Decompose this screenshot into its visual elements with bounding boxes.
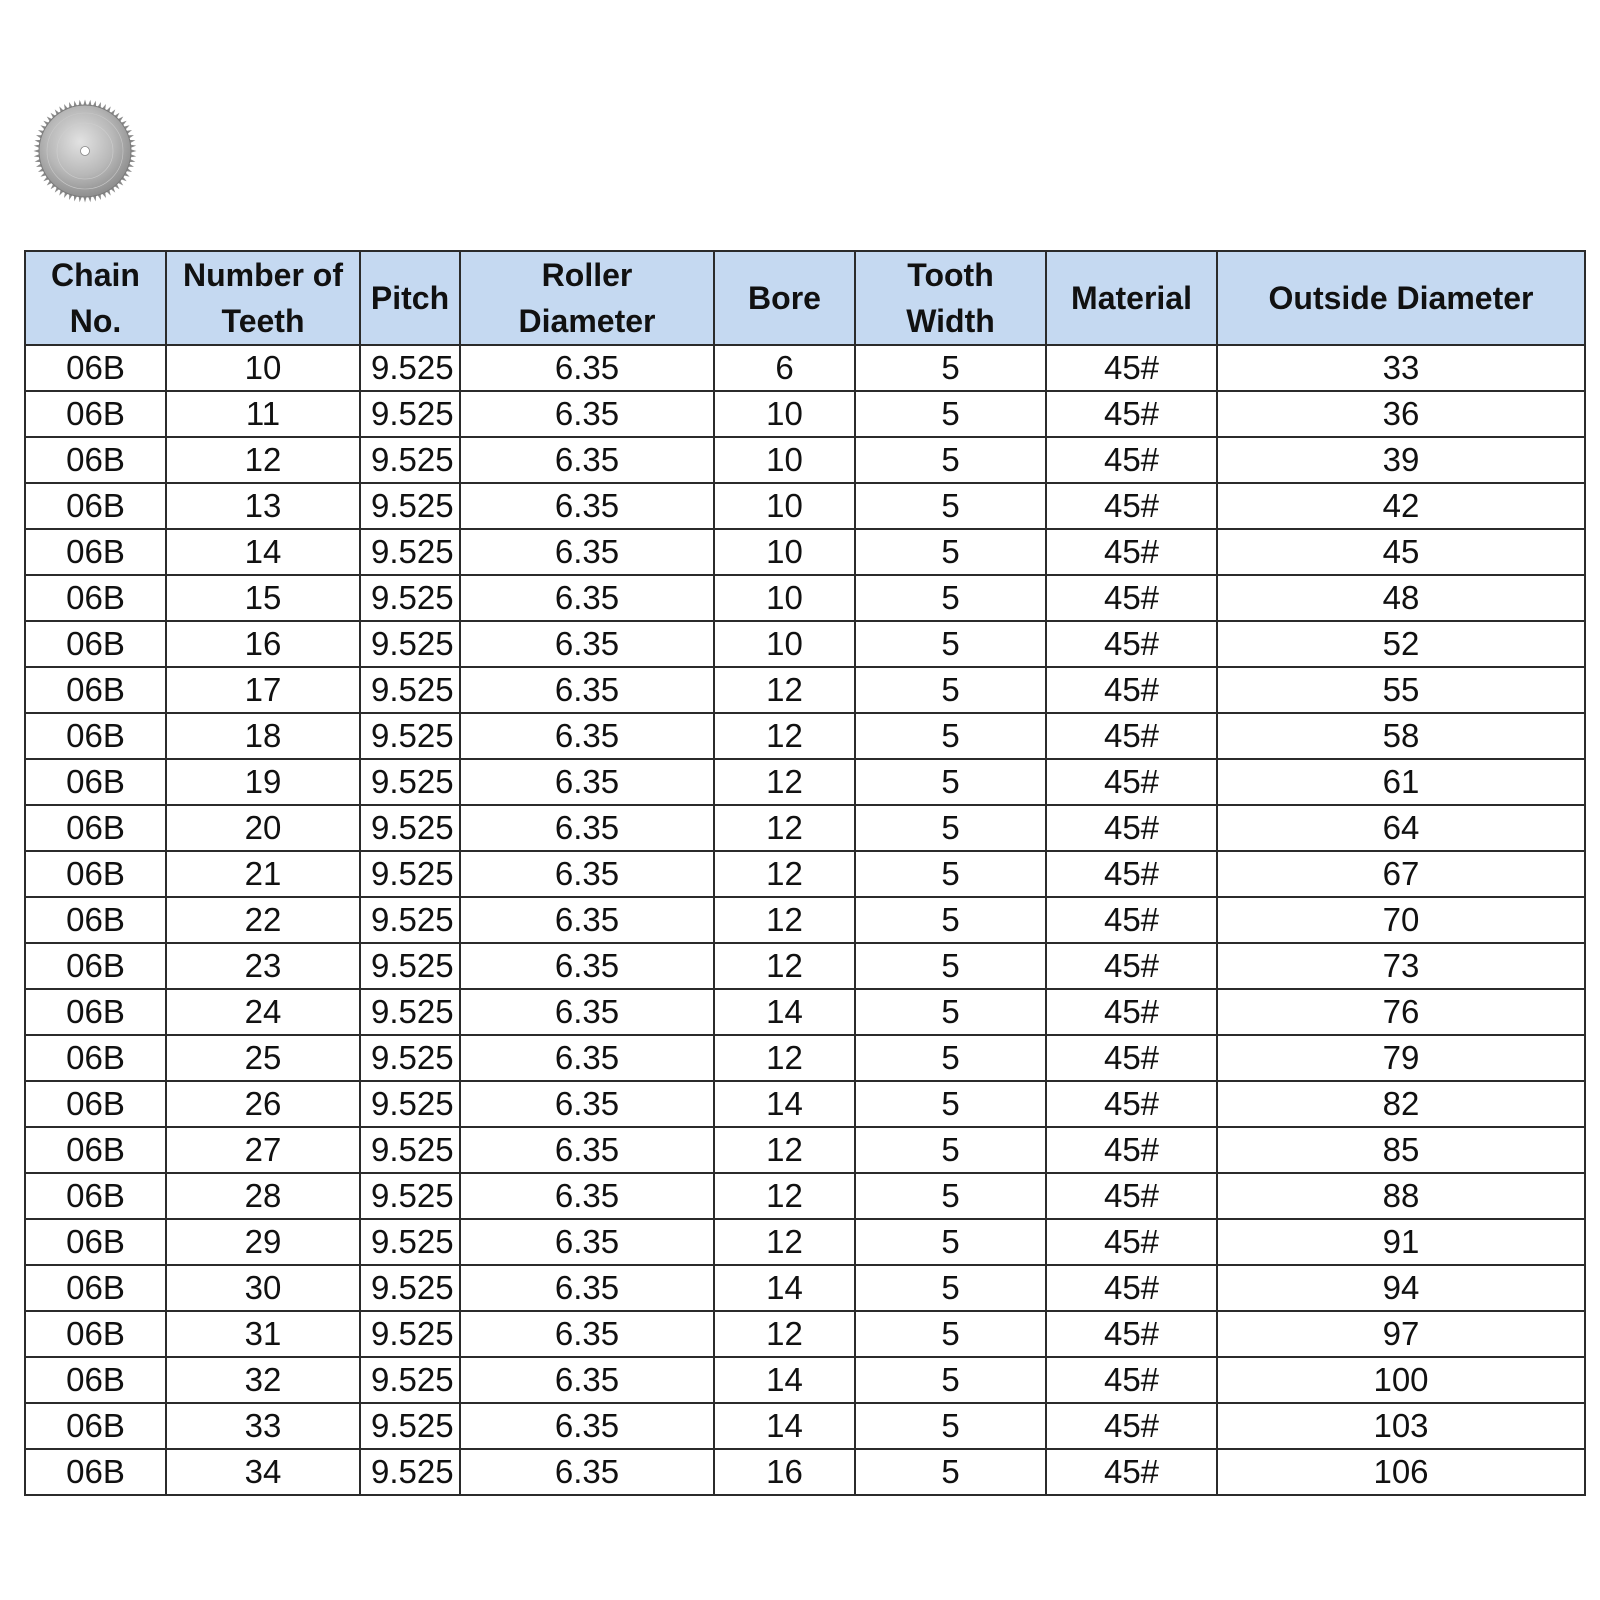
cell-tooth-width: 5 [855,1081,1046,1127]
cell-outside-diameter: 52 [1217,621,1585,667]
cell-outside-diameter: 79 [1217,1035,1585,1081]
cell-roller-diameter: 6.35 [460,1219,714,1265]
cell-chain-no: 06B [25,1265,166,1311]
cell-bore: 10 [714,621,855,667]
cell-teeth: 11 [166,391,360,437]
cell-outside-diameter: 100 [1217,1357,1585,1403]
cell-chain-no: 06B [25,1173,166,1219]
table-row [25,667,1585,713]
cell-chain-no: 06B [25,1403,166,1449]
table-header-row [25,251,1585,345]
table-row [25,1173,1585,1219]
cell-outside-diameter: 39 [1217,437,1585,483]
cell-material: 45# [1046,345,1217,391]
cell-outside-diameter: 67 [1217,851,1585,897]
cell-roller-diameter: 6.35 [460,437,714,483]
cell-teeth: 25 [166,1035,360,1081]
cell-material: 45# [1046,437,1217,483]
cell-teeth: 19 [166,759,360,805]
cell-material: 45# [1046,1219,1217,1265]
cell-bore: 12 [714,1173,855,1219]
cell-chain-no: 06B [25,621,166,667]
cell-pitch: 9.525 [360,345,460,391]
cell-outside-diameter: 97 [1217,1311,1585,1357]
cell-pitch: 9.525 [360,1311,460,1357]
table-row [25,1127,1585,1173]
cell-bore: 12 [714,1035,855,1081]
cell-chain-no: 06B [25,391,166,437]
sprocket-icon [33,99,137,203]
cell-roller-diameter: 6.35 [460,1173,714,1219]
cell-chain-no: 06B [25,713,166,759]
table-row [25,529,1585,575]
cell-tooth-width: 5 [855,943,1046,989]
cell-outside-diameter: 45 [1217,529,1585,575]
table-row [25,1219,1585,1265]
cell-material: 45# [1046,529,1217,575]
cell-teeth: 14 [166,529,360,575]
cell-bore: 14 [714,1357,855,1403]
cell-tooth-width: 5 [855,529,1046,575]
cell-material: 45# [1046,1035,1217,1081]
cell-chain-no: 06B [25,1311,166,1357]
cell-chain-no: 06B [25,759,166,805]
cell-teeth: 26 [166,1081,360,1127]
cell-roller-diameter: 6.35 [460,621,714,667]
cell-chain-no: 06B [25,851,166,897]
cell-material: 45# [1046,1127,1217,1173]
cell-material: 45# [1046,1449,1217,1495]
cell-bore: 12 [714,1311,855,1357]
table-row [25,1265,1585,1311]
table-row [25,437,1585,483]
cell-outside-diameter: 76 [1217,989,1585,1035]
cell-tooth-width: 5 [855,1449,1046,1495]
cell-tooth-width: 5 [855,667,1046,713]
cell-chain-no: 06B [25,1219,166,1265]
cell-material: 45# [1046,483,1217,529]
cell-teeth: 10 [166,345,360,391]
table-row [25,805,1585,851]
cell-material: 45# [1046,1311,1217,1357]
table-row [25,483,1585,529]
cell-roller-diameter: 6.35 [460,1357,714,1403]
cell-teeth: 22 [166,897,360,943]
cell-teeth: 23 [166,943,360,989]
cell-pitch: 9.525 [360,805,460,851]
cell-teeth: 15 [166,575,360,621]
cell-outside-diameter: 103 [1217,1403,1585,1449]
header-outside-diameter: Outside Diameter [1217,251,1585,345]
cell-bore: 14 [714,989,855,1035]
cell-teeth: 33 [166,1403,360,1449]
cell-pitch: 9.525 [360,1265,460,1311]
cell-tooth-width: 5 [855,759,1046,805]
cell-teeth: 16 [166,621,360,667]
cell-pitch: 9.525 [360,1357,460,1403]
cell-pitch: 9.525 [360,391,460,437]
cell-roller-diameter: 6.35 [460,805,714,851]
cell-roller-diameter: 6.35 [460,345,714,391]
cell-roller-diameter: 6.35 [460,575,714,621]
cell-material: 45# [1046,759,1217,805]
cell-chain-no: 06B [25,805,166,851]
cell-pitch: 9.525 [360,943,460,989]
cell-roller-diameter: 6.35 [460,713,714,759]
cell-teeth: 17 [166,667,360,713]
cell-roller-diameter: 6.35 [460,759,714,805]
cell-material: 45# [1046,805,1217,851]
cell-chain-no: 06B [25,943,166,989]
cell-tooth-width: 5 [855,575,1046,621]
cell-tooth-width: 5 [855,483,1046,529]
cell-teeth: 27 [166,1127,360,1173]
cell-outside-diameter: 88 [1217,1173,1585,1219]
cell-roller-diameter: 6.35 [460,897,714,943]
cell-tooth-width: 5 [855,851,1046,897]
cell-pitch: 9.525 [360,1081,460,1127]
cell-chain-no: 06B [25,897,166,943]
cell-bore: 16 [714,1449,855,1495]
table-row [25,621,1585,667]
table-row [25,1035,1585,1081]
cell-outside-diameter: 82 [1217,1081,1585,1127]
cell-tooth-width: 5 [855,391,1046,437]
cell-teeth: 20 [166,805,360,851]
cell-roller-diameter: 6.35 [460,851,714,897]
cell-pitch: 9.525 [360,575,460,621]
cell-material: 45# [1046,667,1217,713]
header-number-of-teeth: Number of Teeth [166,251,360,345]
cell-bore: 12 [714,1127,855,1173]
spec-table [24,250,1586,1496]
cell-tooth-width: 5 [855,1127,1046,1173]
cell-roller-diameter: 6.35 [460,667,714,713]
cell-material: 45# [1046,1265,1217,1311]
cell-teeth: 32 [166,1357,360,1403]
cell-pitch: 9.525 [360,1035,460,1081]
cell-tooth-width: 5 [855,1311,1046,1357]
cell-outside-diameter: 42 [1217,483,1585,529]
cell-tooth-width: 5 [855,1265,1046,1311]
cell-tooth-width: 5 [855,1219,1046,1265]
table-row [25,391,1585,437]
cell-pitch: 9.525 [360,1403,460,1449]
cell-outside-diameter: 61 [1217,759,1585,805]
table-row [25,1403,1585,1449]
cell-outside-diameter: 70 [1217,897,1585,943]
cell-roller-diameter: 6.35 [460,529,714,575]
cell-tooth-width: 5 [855,989,1046,1035]
cell-chain-no: 06B [25,1035,166,1081]
cell-roller-diameter: 6.35 [460,1403,714,1449]
table-row [25,575,1585,621]
cell-tooth-width: 5 [855,345,1046,391]
cell-teeth: 34 [166,1449,360,1495]
cell-outside-diameter: 48 [1217,575,1585,621]
cell-roller-diameter: 6.35 [460,391,714,437]
cell-material: 45# [1046,391,1217,437]
cell-roller-diameter: 6.35 [460,483,714,529]
cell-roller-diameter: 6.35 [460,1449,714,1495]
cell-material: 45# [1046,1357,1217,1403]
cell-teeth: 13 [166,483,360,529]
cell-outside-diameter: 58 [1217,713,1585,759]
cell-teeth: 28 [166,1173,360,1219]
cell-tooth-width: 5 [855,805,1046,851]
cell-chain-no: 06B [25,989,166,1035]
cell-roller-diameter: 6.35 [460,1311,714,1357]
cell-teeth: 18 [166,713,360,759]
cell-bore: 12 [714,851,855,897]
cell-bore: 10 [714,529,855,575]
cell-bore: 12 [714,667,855,713]
cell-material: 45# [1046,989,1217,1035]
cell-roller-diameter: 6.35 [460,1081,714,1127]
cell-pitch: 9.525 [360,989,460,1035]
table-row [25,897,1585,943]
cell-bore: 12 [714,943,855,989]
cell-outside-diameter: 33 [1217,345,1585,391]
cell-chain-no: 06B [25,1357,166,1403]
cell-outside-diameter: 73 [1217,943,1585,989]
cell-pitch: 9.525 [360,437,460,483]
cell-pitch: 9.525 [360,713,460,759]
cell-roller-diameter: 6.35 [460,989,714,1035]
cell-bore: 10 [714,483,855,529]
table-body [25,345,1585,1495]
cell-chain-no: 06B [25,437,166,483]
cell-pitch: 9.525 [360,897,460,943]
cell-pitch: 9.525 [360,851,460,897]
cell-teeth: 21 [166,851,360,897]
cell-pitch: 9.525 [360,621,460,667]
table-row [25,1311,1585,1357]
cell-teeth: 24 [166,989,360,1035]
cell-bore: 12 [714,713,855,759]
cell-tooth-width: 5 [855,621,1046,667]
header-pitch: Pitch [360,251,460,345]
cell-tooth-width: 5 [855,1357,1046,1403]
table-row [25,943,1585,989]
cell-tooth-width: 5 [855,1173,1046,1219]
table-row [25,759,1585,805]
table-row [25,1357,1585,1403]
cell-material: 45# [1046,1173,1217,1219]
cell-pitch: 9.525 [360,759,460,805]
cell-material: 45# [1046,897,1217,943]
cell-tooth-width: 5 [855,713,1046,759]
header-roller-diameter: Roller Diameter [460,251,714,345]
cell-chain-no: 06B [25,1449,166,1495]
cell-pitch: 9.525 [360,667,460,713]
cell-tooth-width: 5 [855,897,1046,943]
cell-outside-diameter: 36 [1217,391,1585,437]
cell-outside-diameter: 91 [1217,1219,1585,1265]
cell-roller-diameter: 6.35 [460,943,714,989]
cell-outside-diameter: 55 [1217,667,1585,713]
cell-outside-diameter: 94 [1217,1265,1585,1311]
cell-teeth: 30 [166,1265,360,1311]
cell-pitch: 9.525 [360,1173,460,1219]
cell-material: 45# [1046,575,1217,621]
cell-bore: 12 [714,805,855,851]
cell-pitch: 9.525 [360,1449,460,1495]
table-row [25,713,1585,759]
header-material: Material [1046,251,1217,345]
cell-roller-diameter: 6.35 [460,1127,714,1173]
cell-bore: 12 [714,1219,855,1265]
cell-chain-no: 06B [25,667,166,713]
cell-chain-no: 06B [25,1081,166,1127]
table-row [25,1081,1585,1127]
cell-teeth: 12 [166,437,360,483]
cell-material: 45# [1046,943,1217,989]
header-chain-no: Chain No. [25,251,166,345]
cell-chain-no: 06B [25,575,166,621]
cell-bore: 12 [714,759,855,805]
table-row [25,345,1585,391]
cell-outside-diameter: 85 [1217,1127,1585,1173]
cell-material: 45# [1046,1081,1217,1127]
cell-pitch: 9.525 [360,1219,460,1265]
cell-chain-no: 06B [25,529,166,575]
cell-bore: 14 [714,1403,855,1449]
cell-teeth: 31 [166,1311,360,1357]
table-row [25,851,1585,897]
cell-bore: 14 [714,1265,855,1311]
cell-bore: 10 [714,575,855,621]
cell-tooth-width: 5 [855,1035,1046,1081]
cell-pitch: 9.525 [360,483,460,529]
header-bore: Bore [714,251,855,345]
cell-bore: 10 [714,437,855,483]
cell-bore: 12 [714,897,855,943]
cell-bore: 10 [714,391,855,437]
cell-outside-diameter: 64 [1217,805,1585,851]
cell-roller-diameter: 6.35 [460,1035,714,1081]
cell-roller-diameter: 6.35 [460,1265,714,1311]
cell-teeth: 29 [166,1219,360,1265]
cell-chain-no: 06B [25,345,166,391]
cell-material: 45# [1046,851,1217,897]
cell-material: 45# [1046,1403,1217,1449]
cell-chain-no: 06B [25,1127,166,1173]
table-row [25,1449,1585,1495]
cell-tooth-width: 5 [855,437,1046,483]
cell-pitch: 9.525 [360,1127,460,1173]
cell-chain-no: 06B [25,483,166,529]
table-row [25,989,1585,1035]
cell-bore: 6 [714,345,855,391]
cell-bore: 14 [714,1081,855,1127]
cell-material: 45# [1046,621,1217,667]
cell-material: 45# [1046,713,1217,759]
cell-outside-diameter: 106 [1217,1449,1585,1495]
cell-pitch: 9.525 [360,529,460,575]
header-tooth-width: Tooth Width [855,251,1046,345]
cell-tooth-width: 5 [855,1403,1046,1449]
